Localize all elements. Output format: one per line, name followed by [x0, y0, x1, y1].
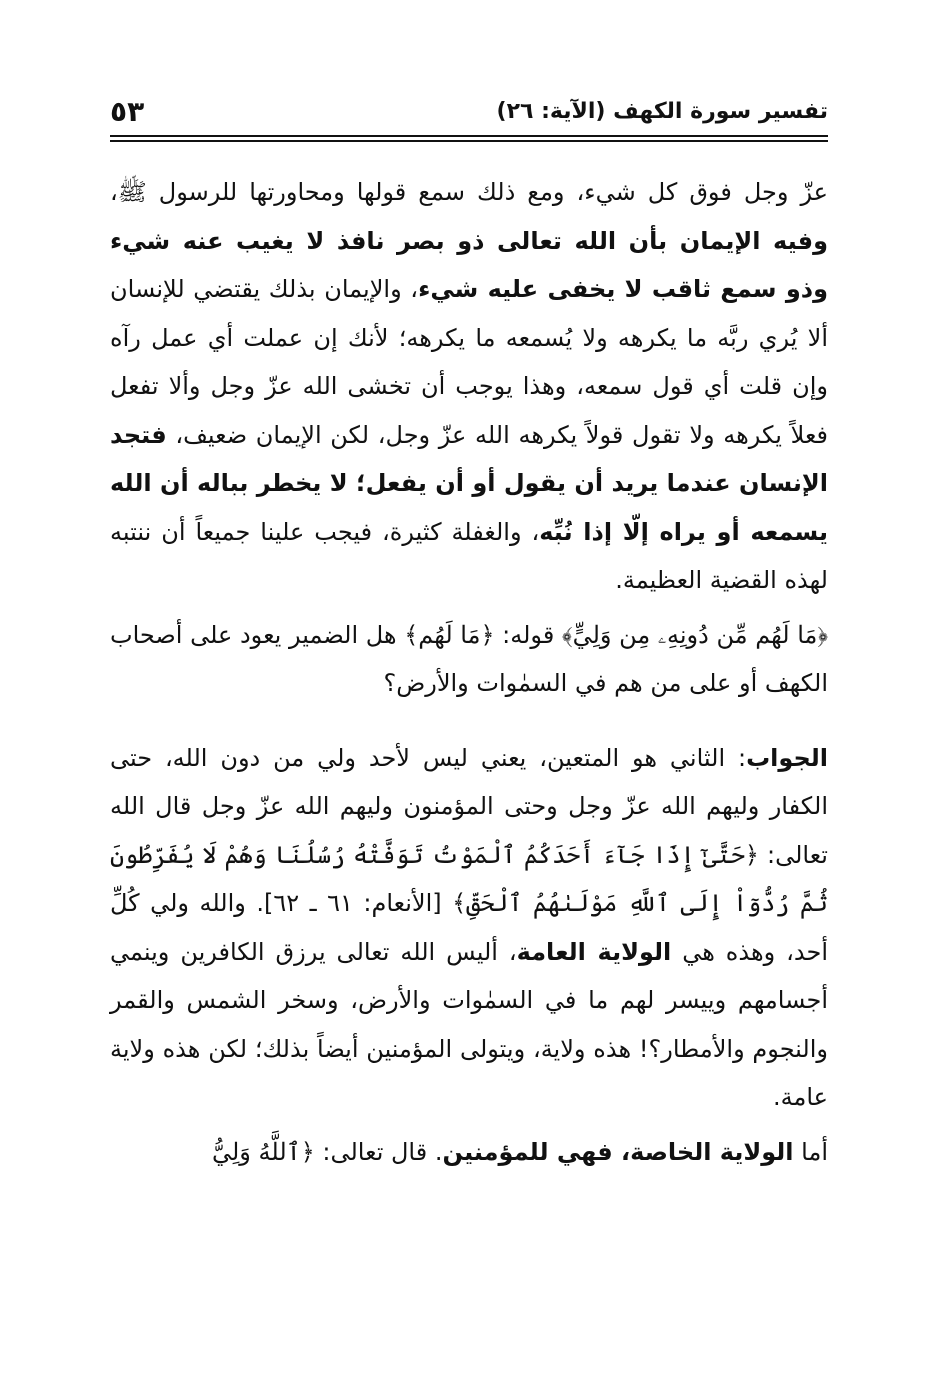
- text-run: قوله:: [494, 620, 562, 649]
- text-run: . قال تعالى:: [314, 1137, 443, 1166]
- body-text: [110, 168, 828, 1176]
- page-number: ٥٣: [110, 95, 145, 128]
- bold-run: الولاية العامة: [516, 937, 672, 966]
- bold-run: وفيه الإيمان بأن الله تعالى ذو بصر نافذ لا يغيب عنه شيء وذو سمع ثاقب لا يخفى عليه شيء: [110, 226, 828, 303]
- page-header: [110, 92, 828, 132]
- text-run: ، والإيمان بذلك يقتضي للإنسان ألا يُري ربَّه ما يكرهه ولا يُسمعه ما يكرهه؛ لأنك إن عملت أي عمل رآه وإن قلت أي قول سمعه، وهذا يوجب أن تخشى الله عزّ وجل وألا تفعل فعلاً يكرهه ولا تقول قولاً يكرهه الله عزّ وجل، لكن الإيمان ضعيف،: [110, 275, 828, 449]
- quran-verse: ﴿مَا لَهُم مِّن دُونِهِۦ مِن وَلِيٍّ﴾: [561, 620, 828, 649]
- paragraph-4: [110, 1128, 828, 1177]
- header-rule-top: [110, 135, 828, 137]
- header-rule-bottom: [110, 140, 828, 142]
- bold-run: الولاية الخاصة، فهي للمؤمنين: [442, 1137, 794, 1166]
- paragraph-2: [110, 611, 828, 708]
- text-run: : الثاني هو المتعين، يعني ليس لأحد ولي من دون الله، حتى الكفار وليهم الله عزّ وجل وحتى المؤمنون وليهم الله عزّ وجل قال الله تعالى:: [110, 743, 828, 869]
- paragraph-3: [110, 734, 828, 1122]
- paragraph-1: [110, 168, 828, 605]
- text-run: أما: [793, 1137, 828, 1166]
- quran-verse: ﴿ٱللَّهُ وَلِيُّ: [211, 1137, 315, 1166]
- text-run: هل الضمير يعود على أصحاب الكهف أو على من هم في السمٰوات والأرض؟: [110, 620, 828, 697]
- quran-verse: ﴿حَتَّىٰٓ إِذَا جَآءَ أَحَدَكُمُ ٱلْمَوْتُ تَوَفَّتْهُ رُسُلُنَا وَهُمْ لَا يُفَرِّطُونَ ثُمَّ رُدُّوٓاْ إِلَى ٱللَّهِ مَوْلَىٰهُمُ ٱلْحَقِّ﴾: [110, 840, 828, 917]
- text-run: عزّ وجل فوق كل شيء، ومع ذلك سمع قولها ومحاورتها للرسول ﷺ،: [110, 178, 828, 206]
- text-run: [الأنعام: ٦١ ـ ٦٢]. والله ولي كُلِّ أحد، وهذه هي: [110, 889, 828, 966]
- answer-label: الجواب: [746, 743, 828, 772]
- bold-run: فتجد الإنسان عندما يريد أن يقول أو أن يفعل؛ لا يخطر بباله أن الله يسمعه أو يراه إلّا إذا نُبِّه: [110, 420, 828, 546]
- running-head: تفسير سورة الكهف (الآية: ٢٦): [496, 99, 828, 124]
- text-run: ، والغفلة كثيرة، فيجب علينا جميعاً أن ننتبه لهذه القضية العظيمة.: [110, 517, 828, 594]
- text-run: ، أليس الله تعالى يرزق الكافرين وينمي أجسامهم وييسر لهم ما في السمٰوات والأرض، وسخر الشمس والقمر والنجوم والأمطار؟! هذه ولاية، ويتولى المؤمنين أيضاً بذلك؛ لكن هذه ولاية عامة.: [110, 937, 828, 1111]
- quran-verse: ﴿مَا لَهُم﴾: [404, 620, 495, 649]
